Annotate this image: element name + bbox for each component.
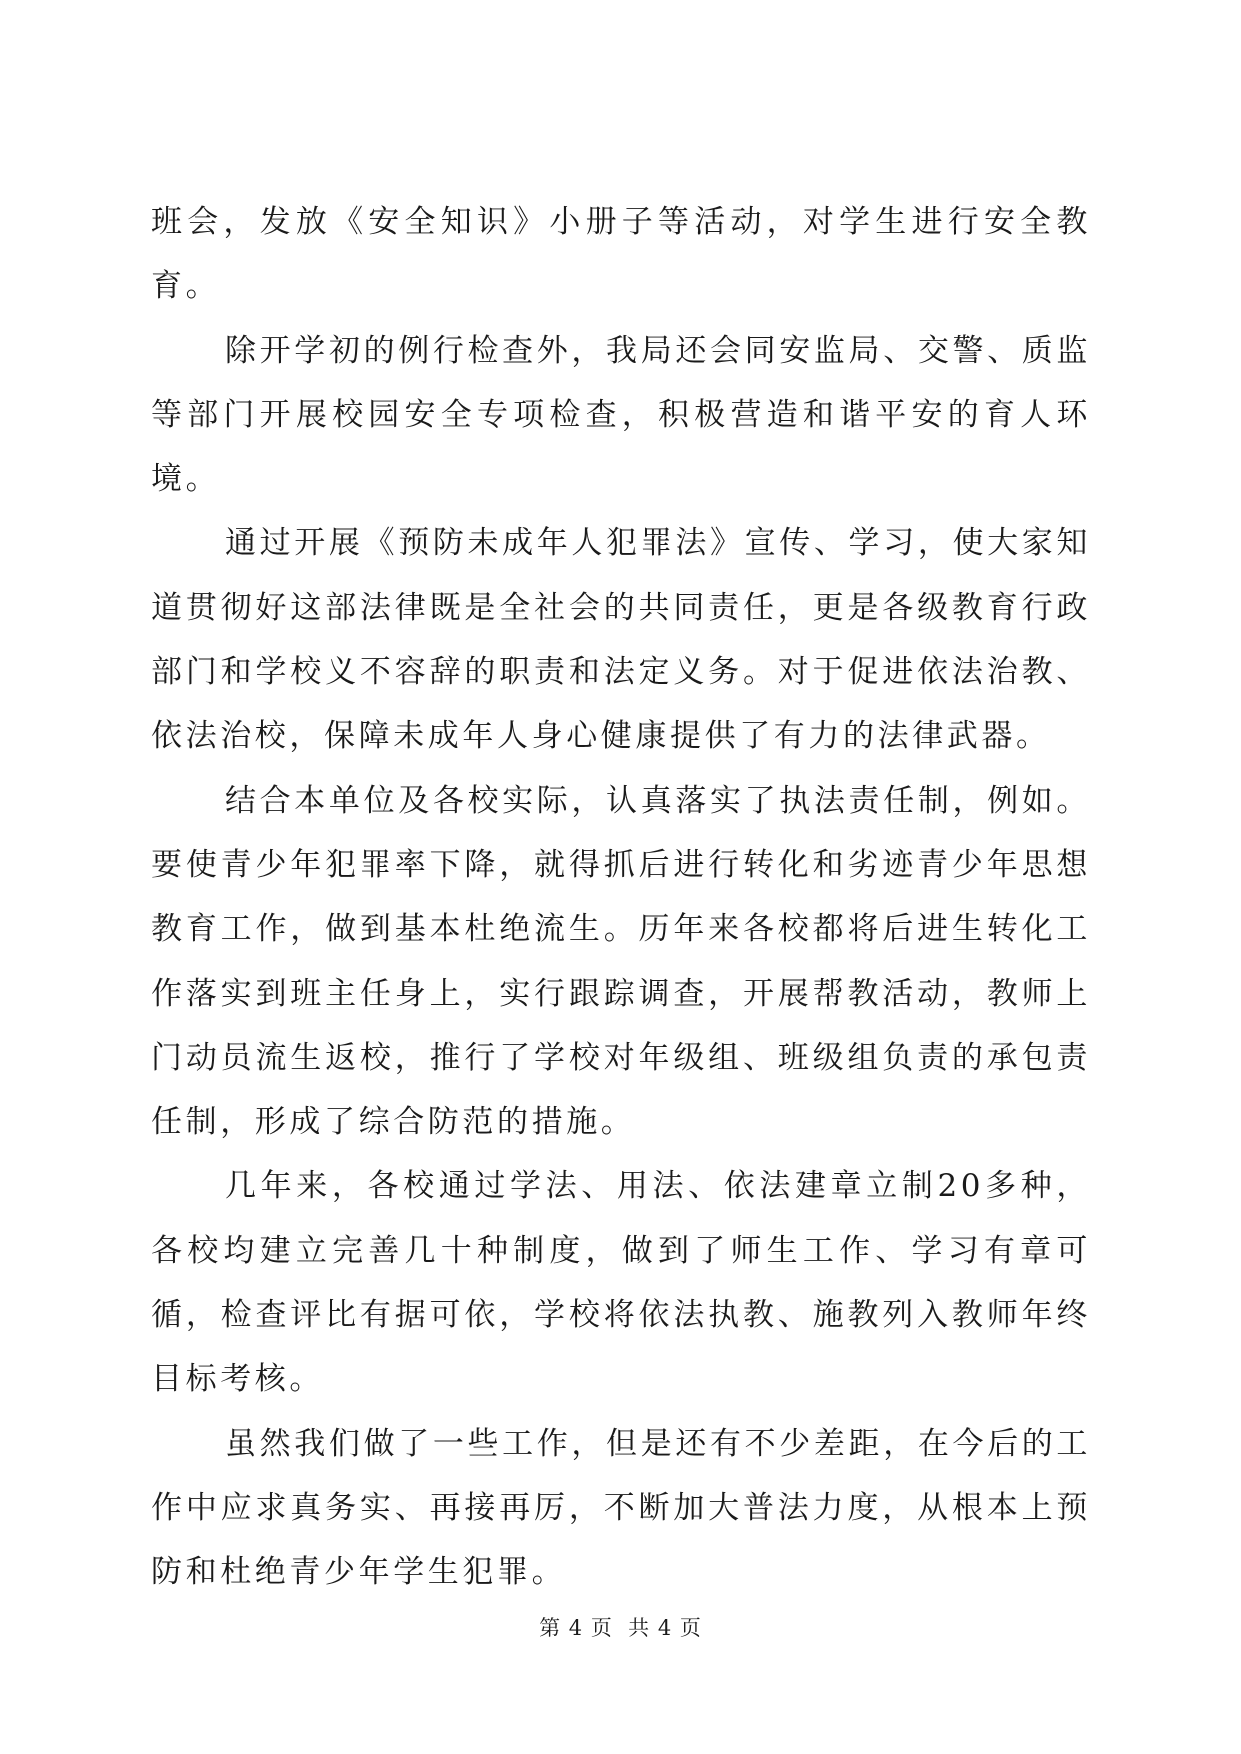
page-number-label: 第 4 页 共 4 页 [539, 1616, 702, 1640]
paragraph-6: 虽然我们做了一些工作，但是还有不少差距，在今后的工作中应求真务实、再接再厉，不断加大普法力度，从根本上预防和杜绝青少年学生犯罪。 [151, 1425, 1091, 1591]
paragraph-2: 除开学初的例行检查外，我局还会同安监局、交警、质监等部门开展校园安全专项检查，积极营造和谐平安的育人环境。 [151, 332, 1091, 498]
paragraph-1: 班会，发放《安全知识》小册子等活动，对学生进行安全教育。 [151, 204, 1091, 305]
document-body [151, 190, 1091, 1605]
paragraph-5: 几年来，各校通过学法、用法、依法建章立制20多种，各校均建立完善几十种制度，做到了师生工作、学习有章可循，检查评比有据可依，学校将依法执教、施教列入教师年终目标考核。 [151, 1168, 1091, 1398]
paragraph-4: 结合本单位及各校实际，认真落实了执法责任制，例如。要使青少年犯罪率下降，就得抓后进行转化和劣迹青少年思想教育工作，做到基本杜绝流生。历年来各校都将后进生转化工作落实到班主任身上，实行跟踪调查，开展帮教活动，教师上门动员流生返校，推行了学校对年级组、班级组负责的承包责任制，形成了综合防范的措施。 [151, 782, 1091, 1141]
paragraph-3: 通过开展《预防未成年人犯罪法》宣传、学习，使大家知道贯彻好这部法律既是全社会的共同责任，更是各级教育行政部门和学校义不容辞的职责和法定义务。对于促进依法治教、依法治校，保障未成年人身心健康提供了有力的法律武器。 [151, 525, 1091, 755]
page-footer [0, 1613, 1241, 1643]
